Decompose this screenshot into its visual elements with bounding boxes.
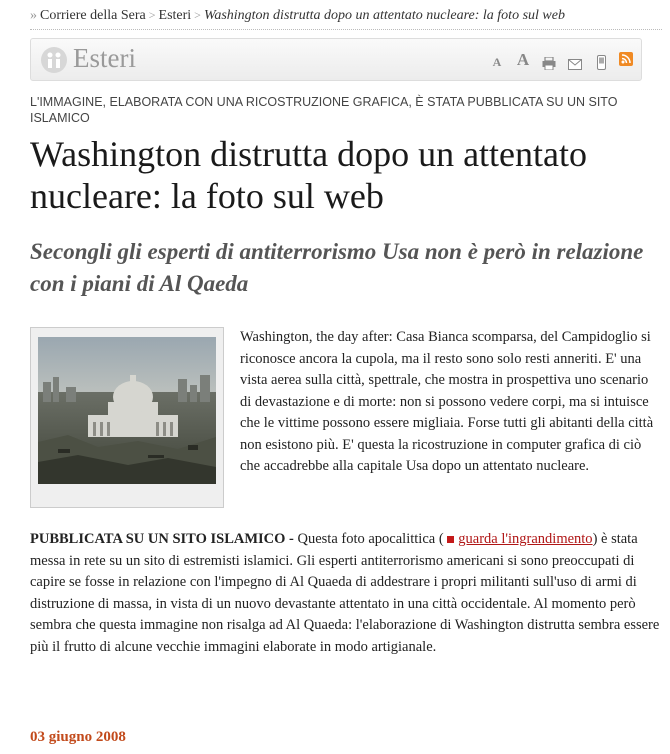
destroyed-capitol-image bbox=[38, 337, 216, 484]
enlarge-bullet-icon bbox=[447, 536, 454, 543]
section-header bbox=[30, 38, 642, 81]
paragraph-heading: PUBBLICATA SU UN SITO ISLAMICO - bbox=[30, 531, 294, 547]
breadcrumb-separator-icon: > bbox=[148, 8, 156, 22]
section-title: Esteri bbox=[73, 43, 136, 73]
breadcrumb-separator-icon: > bbox=[194, 8, 201, 22]
mobile-icon[interactable] bbox=[593, 52, 609, 70]
font-larger-icon[interactable]: A bbox=[516, 50, 530, 69]
article-tools bbox=[489, 51, 633, 71]
breadcrumb-item-home[interactable]: Corriere della Sera bbox=[40, 8, 146, 23]
view-enlargement-link[interactable]: guarda l'ingrandimento bbox=[458, 531, 593, 547]
article-subtitle: Secongli gli esperti di antiterrorismo Usa non è però in relazione con i piani di Al Qaeda bbox=[30, 239, 644, 296]
article-photo[interactable] bbox=[30, 327, 224, 508]
article-kicker: L'IMMAGINE, ELABORATA CON UNA RICOSTRUZIONE GRAFICA, È STATA PUBBLICATA SU UN SITO ISLAMICO bbox=[30, 95, 618, 125]
body-text-start: Questa foto apocalittica ( bbox=[293, 531, 444, 547]
article-body bbox=[30, 529, 660, 658]
print-icon[interactable] bbox=[541, 52, 557, 70]
breadcrumb-arrow-icon: » bbox=[30, 8, 37, 23]
body-text-rest: ) è stata messa in rete su un sito di estremisti islamici. Gli esperti antiterrorismo americani si sono preoccupati di capire se fosse in relazione con l'impegno di Al Quaeda di addestrare i propri militanti sull'uso di armi di distruzione di massa, in vista di un nuovo devastante attentato in una città occidentale. Al momento però sembra che questa immagine non risalga ad Al Quaeda: l'elaborazione di Washington distrutta sembra essere più il frutto di alcune vecchie immagini elaborate in modo artigianale. bbox=[30, 531, 660, 655]
breadcrumb-item-esteri[interactable]: Esteri bbox=[158, 8, 192, 23]
rss-icon[interactable] bbox=[619, 52, 633, 66]
font-smaller-icon[interactable]: A bbox=[492, 55, 502, 69]
article-date: 03 giugno 2008 bbox=[30, 729, 126, 745]
breadcrumb bbox=[30, 8, 662, 30]
section-logo-icon bbox=[41, 47, 67, 73]
email-icon[interactable] bbox=[567, 52, 583, 70]
breadcrumb-current: Washington distrutta dopo un attentato nucleare: la foto sul web bbox=[203, 8, 565, 23]
article-lead: Washington, the day after: Casa Bianca scomparsa, del Campidoglio si riconosce ancora la cupola, ma il resto sono solo resti anneriti. E' una vista aerea sulla città, spettrale, che mostra in prospettiva uno scenario di devastazione e di morte: non si possono vedere corpi, ma si intuisce che le vittime possono essere migliaia. Forse tutti gli abitanti della città non esistono più. E' questa la ricostruzione in computer grafica di ciò che accadrebbe alla capitale Usa dopo un attentato nucleare. bbox=[240, 329, 654, 474]
article-headline: Washington distrutta dopo un attentato nucleare: la foto sul web bbox=[30, 134, 588, 216]
